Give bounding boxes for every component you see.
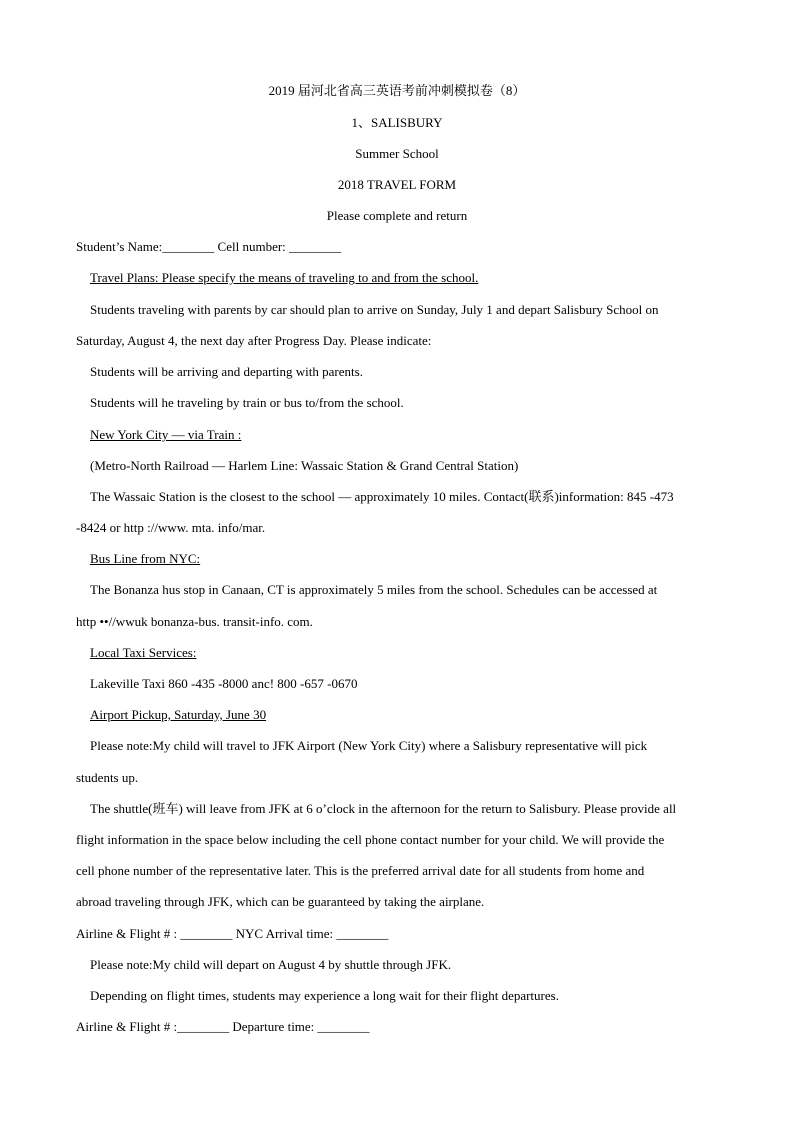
form-title: 2018 TRAVEL FORM [337,177,457,192]
travel-plans-text: Students traveling with parents by car should plan to arrive on Sunday, July 1 and depart Salisbury School on [90,302,659,317]
wassaic-info: -8424 or http ://www. mta. info/mar. [76,520,266,535]
shuttle-info: The shuttle(班车) will leave from JFK at 6 o’clock in the afternoon for the return to Salisbury. Please provide all [90,801,677,816]
student-info-line: Student’s Name:________ Cell number: ________ [76,239,342,254]
pickup-note: Please note:My child will travel to JFK Airport (New York City) where a Salisbury representative will pick [90,738,648,753]
shuttle-info: cell phone number of the representative later. This is the preferred arrival date for all students from home and [76,863,645,878]
bus-line-info: http ••//wwuk bonanza-bus. transit-info. com. [76,614,313,629]
travel-plans-heading: Travel Plans: Please specify the means of traveling to and from the school. [90,270,479,285]
exam-title: 2019 届河北省高三英语考前冲刺模拟卷（8） [268,83,526,98]
bus-line-heading: Bus Line from NYC: [90,551,201,566]
passage-title: 1、SALISBURY [351,115,443,130]
wassaic-info: The Wassaic Station is the closest to the school — approximately 10 miles. Contact(联系)information: 845 -473 [90,489,674,504]
shuttle-info: abroad traveling through JFK, which can be guaranteed by taking the airplane. [76,894,485,909]
arrival-fields: Airline & Flight # : ________ NYC Arrival time: ________ [76,926,389,941]
form-instruction: Please complete and return [326,208,468,223]
departure-fields: Airline & Flight # :________ Departure time: ________ [76,1019,370,1034]
departure-note: Please note:My child will depart on August 4 by shuttle through JFK. [90,957,452,972]
nyc-train-heading: New York City — via Train : [90,427,242,442]
option-car: Students will be arriving and departing with parents. [90,364,363,379]
subtitle: Summer School [355,146,439,161]
airport-pickup-heading: Airport Pickup, Saturday, June 30 [90,707,267,722]
travel-plans-text: Saturday, August 4, the next day after Progress Day. Please indicate: [76,333,432,348]
bus-line-info: The Bonanza hus stop in Canaan, CT is approximately 5 miles from the school. Schedules can be accessed at [90,582,658,597]
option-train-bus: Students will he traveling by train or bus to/from the school. [90,395,404,410]
taxi-heading: Local Taxi Services: [90,645,197,660]
departure-wait-note: Depending on flight times, students may experience a long wait for their flight departures. [90,988,559,1003]
taxi-info: Lakeville Taxi 860 -435 -8000 anc! 800 -657 -0670 [90,676,358,691]
nyc-route: (Metro-North Railroad — Harlem Line: Wassaic Station & Grand Central Station) [90,458,519,473]
pickup-note: students up. [76,770,139,785]
shuttle-info: flight information in the space below including the cell phone contact number for your child. We will provide the [76,832,665,847]
